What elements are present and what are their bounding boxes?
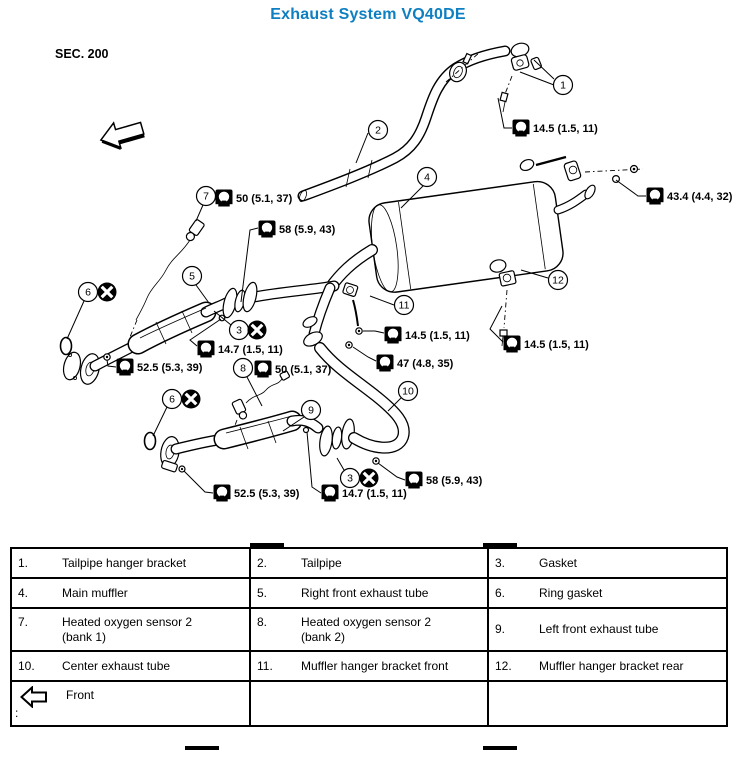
empty-cell xyxy=(250,681,488,726)
table-row xyxy=(11,548,727,578)
callout-number: 7 xyxy=(203,190,209,203)
torque-spec-label xyxy=(385,327,471,344)
table-row xyxy=(11,681,727,726)
part-label: Tailpipe hanger bracket xyxy=(62,555,187,570)
torque-value: 43.4 (4.4, 32) xyxy=(667,191,733,203)
front-direction-arrow-icon xyxy=(97,116,146,153)
left-front-tube-drawing xyxy=(145,416,380,472)
torque-value: 14.5 (1.5, 11) xyxy=(533,123,598,135)
part-cell xyxy=(488,578,727,608)
torque-value: 14.5 (1.5, 11) xyxy=(524,339,589,351)
torque-wrench-icon xyxy=(377,355,394,372)
callout-number: 3 xyxy=(347,472,353,485)
torque-spec-label xyxy=(255,361,332,378)
torque-spec-label xyxy=(406,472,483,489)
torque-wrench-icon xyxy=(216,190,233,207)
part-label: Muffler hanger bracket front xyxy=(301,658,449,673)
center-y-pipe-drawing xyxy=(254,250,372,349)
torque-wrench-icon xyxy=(647,188,664,205)
callout-marker-5 xyxy=(183,267,202,286)
front-legend-cell xyxy=(11,681,250,726)
torque-wrench-icon xyxy=(513,120,530,137)
callout-number: 9 xyxy=(308,404,314,417)
torque-spec-label xyxy=(504,336,590,353)
part-number: 11. xyxy=(257,658,273,673)
callout-number: 12 xyxy=(552,274,564,287)
part-label: Gasket xyxy=(539,555,578,570)
table-border-tick xyxy=(185,746,219,750)
torque-wrench-icon xyxy=(214,485,231,502)
torque-spec-label xyxy=(513,120,599,137)
torque-value: 14.5 (1.5, 11) xyxy=(405,330,470,342)
part-label: Ring gasket xyxy=(539,585,603,600)
table-border-tick xyxy=(483,746,517,750)
torque-value: 50 (5.1, 37) xyxy=(236,193,293,205)
callout-marker-10 xyxy=(399,382,418,401)
part-number: 9. xyxy=(495,622,506,636)
part-label: Right front exhaust tube xyxy=(301,585,429,600)
torque-wrench-icon xyxy=(259,221,276,238)
part-label: Tailpipe xyxy=(301,555,342,570)
front-label: Front xyxy=(66,688,95,702)
callout-marker-7 xyxy=(197,187,216,206)
part-cell xyxy=(11,608,250,651)
table-row xyxy=(11,578,727,608)
muffler-mount-drawing xyxy=(519,157,643,182)
part-label: Main muffler xyxy=(62,585,128,600)
part-cell xyxy=(250,548,488,578)
part-number: 2. xyxy=(257,555,268,570)
replace-x-icon xyxy=(360,469,379,488)
part-cell xyxy=(250,651,488,681)
section-label: SEC. 200 xyxy=(55,47,109,61)
tailpipe-drawing xyxy=(298,51,505,203)
torque-wrench-icon xyxy=(504,336,521,353)
table-row xyxy=(11,651,727,681)
muffler-hanger-front-drawing xyxy=(342,282,362,334)
torque-wrench-icon xyxy=(198,341,215,358)
torque-value: 58 (5.9, 43) xyxy=(426,475,483,487)
part-number: 1. xyxy=(18,555,29,570)
torque-spec-label xyxy=(322,485,408,502)
callout-marker-11 xyxy=(395,296,414,315)
torque-value: 52.5 (5.3, 39) xyxy=(234,488,300,500)
torque-spec-label xyxy=(216,190,293,207)
part-number: 5. xyxy=(257,585,268,600)
callout-number: 1 xyxy=(560,79,566,92)
part-label: Muffler hanger bracket rear xyxy=(539,658,684,673)
part-number: 10. xyxy=(18,658,35,673)
callout-marker-2 xyxy=(369,121,388,140)
callout-number: 6 xyxy=(85,286,91,299)
part-number: 7. xyxy=(18,614,29,629)
replace-x-icon xyxy=(182,390,201,409)
part-number: 4. xyxy=(18,585,29,600)
part-cell xyxy=(11,548,250,578)
part-cell xyxy=(11,651,250,681)
parts-table xyxy=(10,547,728,727)
torque-value: 52.5 (5.3, 39) xyxy=(137,362,203,374)
callout-marker-9 xyxy=(302,401,321,420)
main-muffler-drawing xyxy=(367,179,566,294)
callout-marker-1 xyxy=(554,76,573,95)
part-cell xyxy=(250,608,488,651)
part-number: 6. xyxy=(495,585,506,600)
callout-marker-12 xyxy=(549,271,568,290)
torque-value: 50 (5.1, 37) xyxy=(275,364,332,376)
part-cell xyxy=(250,578,488,608)
part-number: 3. xyxy=(495,555,506,570)
callout-number: 3 xyxy=(236,324,242,337)
torque-wrench-icon xyxy=(117,359,134,376)
torque-value: 58 (5.9, 43) xyxy=(279,224,336,236)
torque-spec-label xyxy=(198,341,284,358)
part-label: Heated oxygen sensor 2 (bank 1) xyxy=(62,614,193,644)
torque-spec-label xyxy=(377,355,454,372)
part-cell xyxy=(488,548,727,578)
callout-marker-4 xyxy=(418,168,437,187)
torque-spec-label xyxy=(214,485,300,502)
callout-marker-6-top xyxy=(79,283,98,302)
part-number: 8. xyxy=(257,614,268,629)
torque-spec-label xyxy=(647,188,733,205)
torque-spec-label xyxy=(117,359,203,376)
torque-value: 14.7 (1.5, 11) xyxy=(218,344,283,356)
part-number: 12. xyxy=(495,658,512,673)
part-cell xyxy=(11,578,250,608)
torque-value: 47 (4.8, 35) xyxy=(397,358,454,370)
replace-x-icon xyxy=(248,321,267,340)
torque-wrench-icon xyxy=(406,472,423,489)
callout-marker-3-top xyxy=(230,321,249,340)
empty-cell xyxy=(488,681,727,726)
callout-marker-6-bottom xyxy=(163,390,182,409)
replace-x-icon xyxy=(98,283,117,302)
callout-number: 5 xyxy=(189,270,195,283)
callout-number: 10 xyxy=(402,385,414,398)
callout-number: 6 xyxy=(169,393,175,406)
torque-value: 14.7 (1.5, 11) xyxy=(342,488,407,500)
callout-number: 11 xyxy=(398,299,410,312)
front-colon: : xyxy=(15,706,19,720)
part-cell xyxy=(488,651,727,681)
part-label: Left front exhaust tube xyxy=(539,622,659,636)
callout-number: 8 xyxy=(240,362,246,375)
table-row xyxy=(11,608,727,651)
callout-number: 4 xyxy=(424,171,430,184)
torque-wrench-icon xyxy=(322,485,339,502)
table-border-tick xyxy=(483,543,517,547)
table-border-tick xyxy=(250,543,284,547)
part-label: Heated oxygen sensor 2 (bank 2) xyxy=(301,614,432,644)
part-cell xyxy=(488,608,727,651)
page-title: Exhaust System VQ40DE xyxy=(270,6,466,23)
callout-number: 2 xyxy=(375,124,381,137)
torque-spec-label xyxy=(259,221,336,238)
front-arrow-icon xyxy=(20,686,48,708)
torque-wrench-icon xyxy=(255,361,272,378)
torque-wrench-icon xyxy=(385,327,402,344)
callout-marker-3-bottom xyxy=(341,469,360,488)
callout-marker-8 xyxy=(234,359,253,378)
part-label: Center exhaust tube xyxy=(62,658,171,673)
